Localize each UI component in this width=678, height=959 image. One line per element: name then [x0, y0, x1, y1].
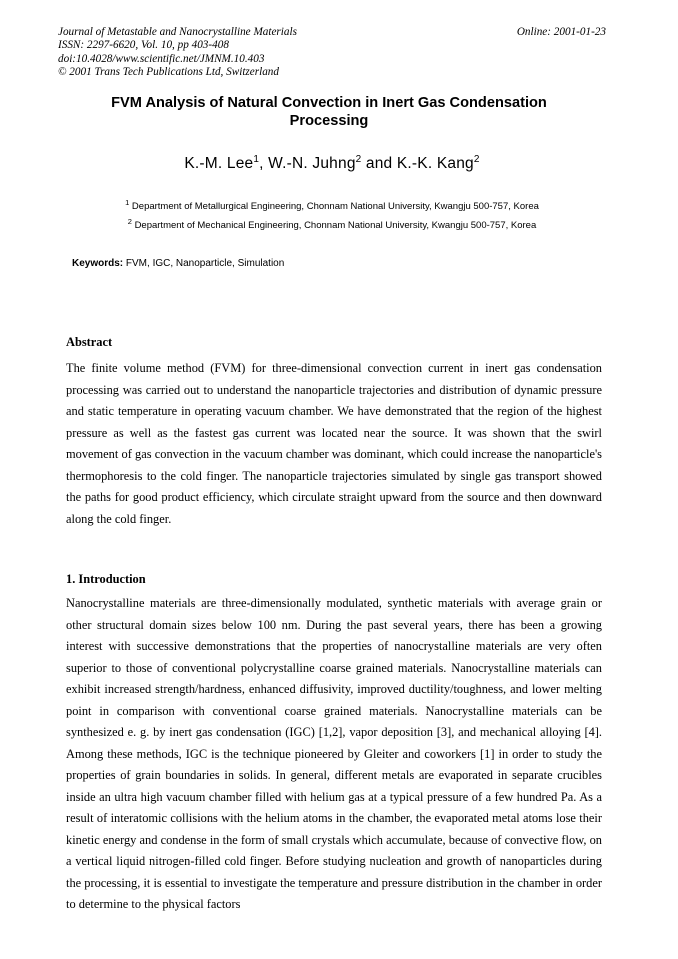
affiliation-2 — [58, 214, 606, 233]
keywords-line — [72, 258, 606, 269]
journal-issn: ISSN: 2297-6620, Vol. 10, pp 403-408 — [58, 39, 229, 52]
author-1-affiliation-marker: 1 — [253, 153, 260, 165]
author-separator-1: , — [259, 154, 269, 172]
author-separator-2: and — [361, 154, 397, 172]
journal-doi: doi:10.4028/www.scientific.net/JMNM.10.403 — [58, 52, 265, 65]
abstract-text: The finite volume method (FVM) for three-dimensional convection current in inert gas condensation processing was carried out to understand the nanoparticle trajectories and distribution of dynamic pressure and static temperature in operating vacuum chamber. We have demonstrated that the region of the highest pressure as well as the fastest gas current was located near the source. It was shown that the swirl movement of gas convection in the vacuum chamber was dominant, which could increase the nanoparticle's thermophoresis to the cold finger. The nanoparticle trajectories simulated by single gas transport showed the paths for good product efficiency, which circulate straight upward from the source and then downward along the cold finger. — [66, 361, 602, 526]
author-2-affiliation-marker: 2 — [355, 153, 362, 165]
author-2: W.-N. Juhng — [268, 154, 356, 172]
journal-header — [58, 26, 606, 80]
page-title: FVM Analysis of Natural Convection in Inert Gas Condensation Processing — [111, 94, 547, 129]
author-3-affiliation-marker: 2 — [473, 153, 480, 165]
affiliation-2-marker: 2 — [127, 216, 132, 226]
online-date: Online: 2001-01-23 — [516, 26, 606, 38]
affiliation-1-marker: 1 — [125, 197, 130, 207]
keywords-label: Keywords: — [72, 258, 124, 270]
author-list — [58, 154, 606, 173]
journal-name: Journal of Metastable and Nanocrystalline Materials — [58, 26, 297, 38]
journal-copyright: © 2001 Trans Tech Publications Ltd, Switzerland — [58, 66, 279, 79]
author-3: K.-K. Kang — [396, 154, 474, 172]
author-1: K.-M. Lee — [184, 154, 254, 172]
affiliation-1-text: Department of Metallurgical Engineering, Chonnam National University, Kwangju 500-757, Korea — [131, 200, 539, 212]
keywords-value: FVM, IGC, Nanoparticle, Simulation — [123, 258, 285, 270]
affiliation-2-text: Department of Mechanical Engineering, Chonnam National University, Kwangju 500-757, Korea — [134, 220, 537, 232]
abstract-heading: Abstract — [66, 335, 113, 350]
affiliation-list — [58, 195, 606, 233]
introduction-heading: 1. Introduction — [66, 572, 146, 587]
introduction-text: Nanocrystalline materials are three-dimensionally modulated, synthetic materials with average grain or other structural domain sizes below 100 nm. During the past several years, there has been a growing interest with successive demonstrations that the properties of nanocrystalline materials are very often superior to those of conventional polycrystalline coarse grained materials. Nanocrystalline materials can exhibit increased strength/hardness, enhanced diffusivity, improved ductility/toughness, and lower melting point in comparison with conventional coarse grained materials. Nanocrystalline materials can be synthesized e. g. by inert gas condensation (IGC) [1,2], vapor deposition [3], and mechanical alloying [4]. Among these methods, IGC is the technique pioneered by Gleiter and coworkers [1] in order to study the properties of grain boundaries in solids. In general, different metals are evaporated in separate crucibles inside an ultra high vacuum chamber filled with helium gas at a typical pressure of a few hundred Pa. As a result of interatomic collisions with the helium atoms in the chamber, the evaporated metal atoms lose their kinetic energy and condense in the form of small crystals which accumulate, because of convective flow, on a vertical liquid nitrogen-filled cold finger. Before studying nucleation and growth of nanoparticles during the processing, it is essential to investigate the temperature and pressure distribution in the chamber in order to determine to the physical factors — [66, 596, 602, 912]
affiliation-1 — [58, 195, 606, 214]
